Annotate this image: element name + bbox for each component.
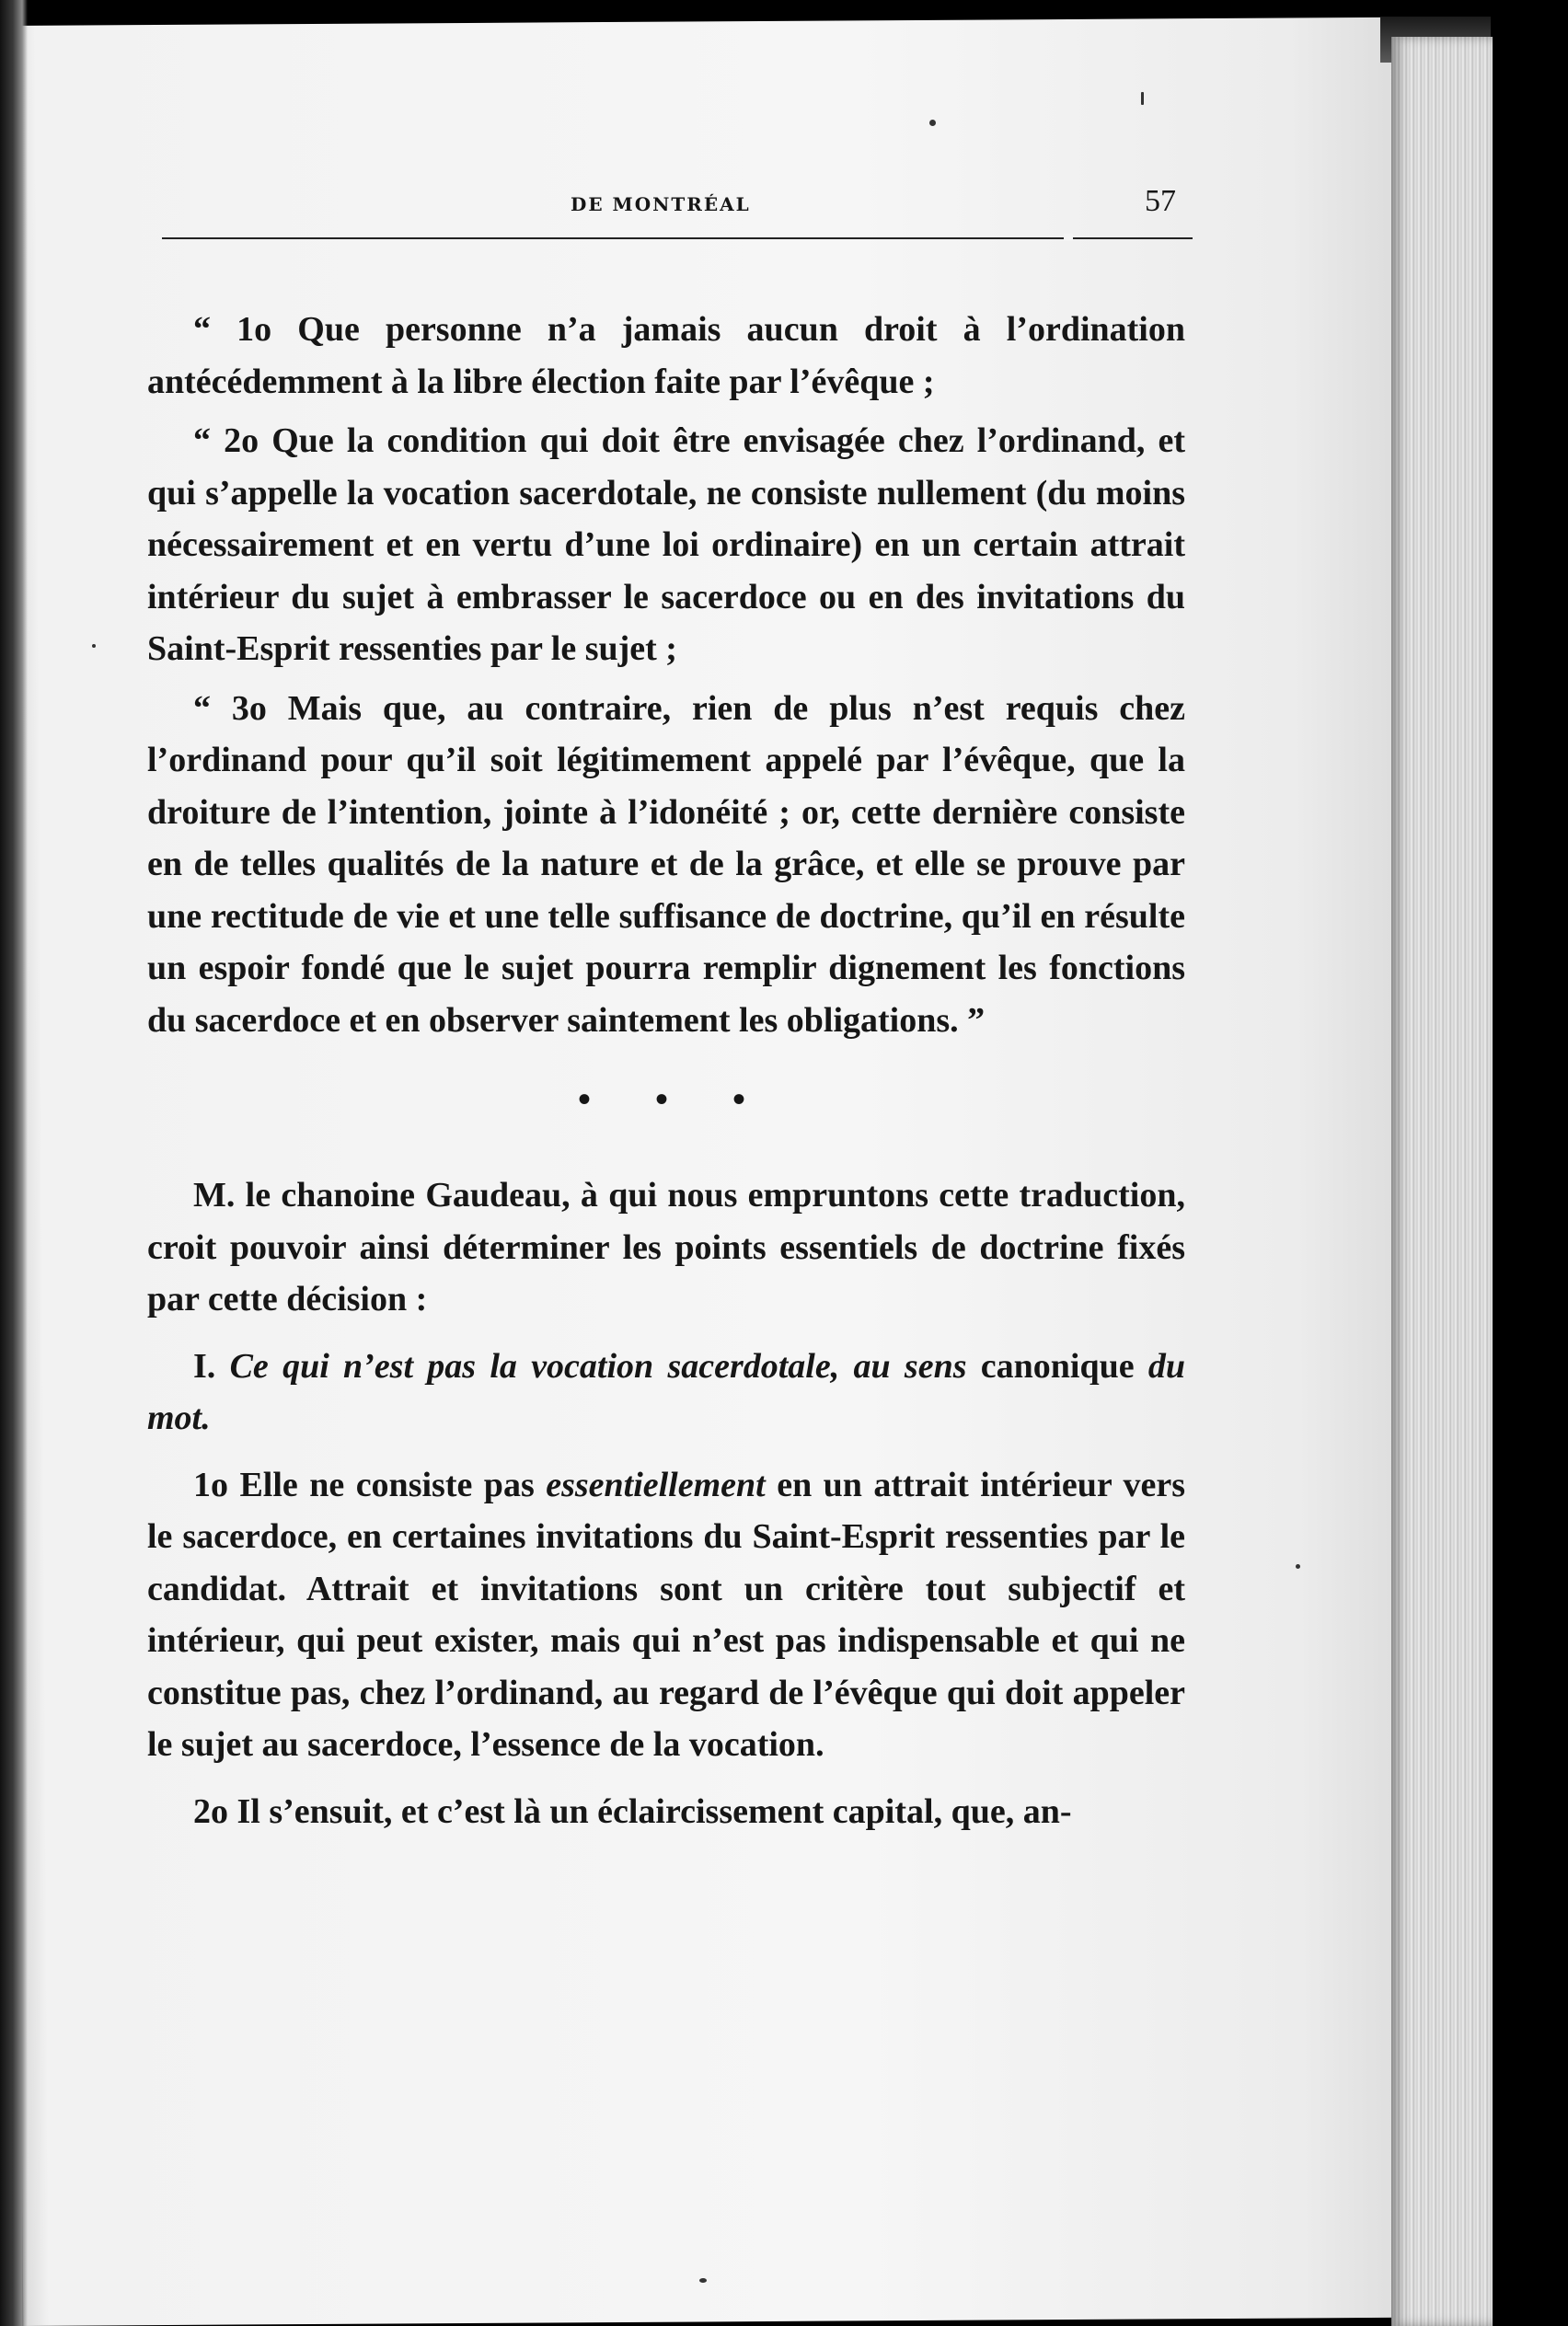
paragraph-quote-3: “ 3o Mais que, au contraire, rien de plus n’est requis chez l’ordinand pour qu’il soit légitimement appelé par l’évêque, que la droiture de l’intention, jointe à l’idonéité ; or, cette dernière consiste en de telles qualités de la nature et de la grâce, et elle se prouve par une rectitude de vie et une telle suffisance de doctrine, qu’il en résulte un espoir fondé que le sujet pourra remplir dignement les fonctions du sacerdoce et en observer saintement les obligations. ”: [147, 688, 1185, 1040]
paragraph-quote-1: “ 1o Que personne n’a jamais aucun droit à l’ordination antécédemment à la libre élection faite par l’évêque ;: [147, 310, 1185, 401]
header-rule: [162, 237, 1193, 239]
page-stack-edge: [1391, 37, 1493, 2326]
point-1-lead: 1o Elle ne consiste pas: [193, 1465, 535, 1504]
body-text: [147, 304, 1185, 1837]
header-rule-break: [1064, 234, 1073, 241]
running-title: DE MONTRÉAL: [571, 193, 751, 215]
heading-numeral: I.: [193, 1346, 216, 1386]
heading-canonique: canonique: [980, 1346, 1135, 1386]
speck: [1296, 1564, 1300, 1569]
speck: [92, 644, 96, 648]
point-1-rest: en un attrait intérieur vers le sacerdoce, en certaines invitations du Saint-Esprit ressenties par le candidat. Attrait et invitations sont un critère tout subjectif et intérieur, qui peut exister, mais qui n’est pas indispensable et qui ne constitue pas, chez l’ordinand, au regard de l’évêque qui doit appeler le sujet au sacerdoce, l’essence de la vocation.: [147, 1465, 1186, 1764]
binding-edge: [0, 0, 28, 2326]
speck: [699, 2278, 707, 2283]
heading-italic: Ce qui n’est pas la vocation sacerdotale, au sens: [229, 1346, 967, 1386]
paragraph-point-2: 2o Il s’ensuit, et c’est là un éclaircissement capital, que, an-: [193, 1791, 1072, 1831]
heading-italic-end: du mot.: [147, 1346, 1186, 1437]
paragraph-point-1: [147, 1459, 1185, 1771]
point-1-italic: essentiellement: [546, 1465, 766, 1504]
paragraph-gaudeau: M. le chanoine Gaudeau, à qui nous empruntons cette traduction, croit pouvoir ainsi déterminer les points essentiels de doctrine fixés par cette décision :: [147, 1176, 1185, 1318]
paragraph-heading-I: [147, 1341, 1185, 1445]
page-number: 57: [1145, 184, 1176, 218]
speck: [929, 120, 936, 126]
section-separator: • • •: [577, 1078, 773, 1120]
speck: [1141, 92, 1144, 105]
paragraph-quote-2: “ 2o Que la condition qui doit être envisagée chez l’ordinand, et qui s’appelle la vocation sacerdotale, ne consiste nullement (du moins nécessairement et en vertu d’une loi ordinaire) en un certain attrait intérieur du sujet à embrasser le sacerdoce ou en des invitations du Saint-Esprit ressenties par le sujet ;: [147, 421, 1185, 668]
running-head: [147, 180, 1185, 236]
